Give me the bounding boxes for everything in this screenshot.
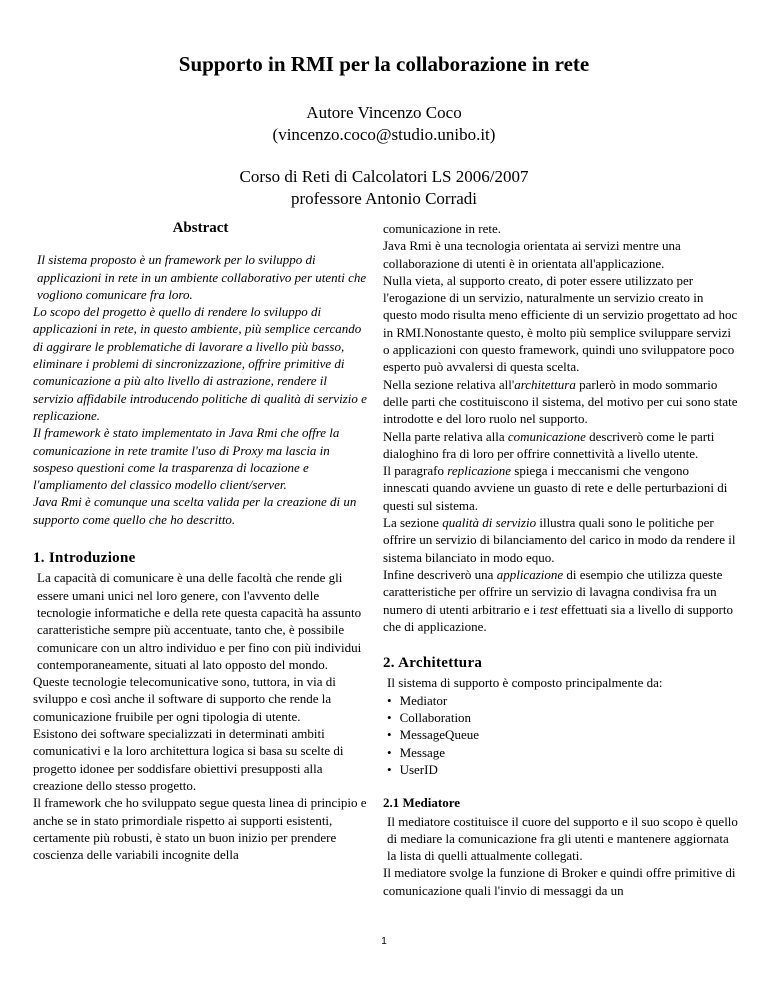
text-span: descriverò come le parti dialoghino fra di loro per offrire connettività a livello utente. — [383, 428, 715, 461]
body-paragraph-comunicazione — [383, 428, 738, 463]
abstract-paragraph: Il framework è stato implementato in Java Rmi che offre la comunicazione in rete tramite l'uso di Proxy ma lascia in sospeso questioni come la trasparenza di locazione e l'ampliamento del classico modello client/server. — [33, 425, 340, 493]
author-email: (vincenzo.coco@studio.unibo.it) — [272, 125, 496, 144]
mediatore-paragraph: Il mediatore costituisce il cuore del supporto e il suo scopo è quello di mediare la comunicazione fra gli utenti e mantenere aggiornata la lista di quelli attualmente collegati. — [387, 813, 738, 864]
abstract-paragraph: Lo scopo del progetto è quello di rendere lo sviluppo di applicazioni in rete, in questo ambiente, più semplice cercando di aggirare le problematiche di lavorare a livello più basso, eliminare i problemi di sincronizzazione, offrire primitive di comunicazione a più alto livello di astrazione, rendere il servizio affidabile introducendo politiche di qualità di servizio e replicazione. — [33, 304, 367, 423]
list-item: • Collaboration — [387, 709, 738, 726]
body-paragraph: Nulla vieta, al supporto creato, di poter essere utilizzato per l'erogazione di un servizio, naturalmente un servizio creato in questo modo risulta meno efficiente di un servizio progettato ad hoc in RMI.Nonostante questo, è molto più semplice sviluppare servizi o applicazioni con questo framework, quindi uno sviluppatore poco esperto può avvalersi di questa scelta. — [383, 272, 738, 375]
intro-paragraph: Queste tecnologie telecomunicative sono, tuttora, in via di sviluppo e così anche il software di supporto che rende la comunicazione fruibile per ogni tipologia di utente. — [33, 674, 336, 724]
text-span: illustra quali sono le politiche per offrire un servizio di bilanciamento del carico in modo da rendere il sistema bilanciato in modo equo. — [383, 515, 736, 565]
body-paragraph-replicazione — [383, 462, 738, 514]
body-paragraph: Java Rmi è una tecnologia orientata ai servizi mentre una collaborazione di utenti è in orientata all'applicazione. — [383, 238, 681, 271]
text-span: spiega i meccanismi che vengono innescati quando avviene un guasto di rete e delle perturbazioni di questi sul sistema. — [383, 463, 728, 513]
left-column — [33, 220, 368, 863]
abstract-body — [33, 251, 368, 528]
right-column — [383, 220, 738, 899]
author-block — [0, 102, 768, 146]
section-heading-architettura: 2. Architettura — [383, 655, 483, 672]
text-span: di esempio che utilizza queste caratteristiche per offrire un servizio di lavagna condivisa fra un numero di utenti arbitrario e i — [383, 566, 723, 617]
text-span: Infine descriverò una — [383, 566, 497, 582]
arch-intro: Il sistema di supporto è composto principalmente da: — [387, 675, 663, 691]
list-item: • Mediator — [387, 692, 738, 709]
text-span: Il paragrafo — [383, 463, 448, 479]
paper-title: Supporto in RMI per la collaborazione in rete — [178, 52, 590, 76]
text-span: Nella sezione relativa all' — [383, 376, 515, 392]
emphasis-text: applicazione — [496, 566, 564, 582]
emphasis-text: replicazione — [447, 463, 512, 479]
emphasis-text: qualità di servizio — [442, 515, 537, 531]
intro-paragraph: Esistono dei software specializzati in determinati ambiti comunicativi e la loro architettura logica si basa su scelte di progetto idonee per soddisfare obiettivi presupposti alla creazione dello stesso progetto. — [33, 726, 344, 793]
text-span: parlerò in modo sommario delle parti che costituiscono il sistema, del motivo per cui sono state introdotte e del loro ruolo nel supporto. — [383, 376, 738, 427]
text-span: Nella parte relativa alla — [383, 428, 508, 444]
list-item: • Message — [387, 744, 738, 761]
body-paragraph: comunicazione in rete. — [383, 221, 502, 236]
course-name: Corso di Reti di Calcolatori LS 2006/2007 — [239, 167, 529, 186]
body-paragraph-architettura — [383, 376, 738, 428]
abstract-heading: Abstract — [172, 220, 229, 236]
emphasis-text: comunicazione — [507, 428, 586, 444]
emphasis-text: test — [539, 601, 558, 617]
page-number: 1 — [381, 936, 387, 947]
intro-paragraph: La capacità di comunicare è una delle facoltà che rende gli essere umani unici nel loro genere, con l'avvento delle tecnologie informatiche e della rete questa capacità ha assunto caratteristiche sempre più accentuate, tanto che, è possibile comunicare con un altro individuo e per fino con più individui contemporaneamente, situati al lato opposto del mondo. — [37, 570, 362, 672]
section-heading-introduzione: 1. Introduzione — [33, 550, 136, 567]
emphasis-text: architettura — [514, 376, 576, 392]
list-item: • MessageQueue — [387, 726, 738, 743]
body-paragraph-applicazione — [383, 566, 738, 635]
abstract-paragraph: Java Rmi è comunque una scelta valida per la creazione di un supporto come quello che ho descritto. — [33, 494, 357, 527]
list-item: • UserID — [387, 761, 738, 778]
component-list — [383, 692, 738, 778]
body-paragraph-qos — [383, 514, 738, 566]
course-block — [0, 166, 768, 210]
text-span: La sezione — [383, 515, 443, 531]
intro-paragraph: Il framework che ho sviluppato segue questa linea di principio e anche se in stato primordiale rispetto ai supporti esistenti, certamente più robusti, è stato un buon inizio per prendere coscienza delle variabili incognite della — [33, 795, 367, 863]
professor-name: professore Antonio Corradi — [290, 189, 478, 208]
text-span: effettuati sia a livello di supporto che di applicazione. — [383, 601, 733, 634]
mediatore-paragraph: Il mediatore svolge la funzione di Broker e quindi offre primitive di comunicazione quali l'invio di messaggi da un — [383, 865, 736, 898]
abstract-paragraph: Il sistema proposto è un framework per lo sviluppo di applicazioni in rete in un ambiente collaborativo per utenti che vogliono comunicare fra loro. — [37, 252, 367, 302]
author-name: Autore Vincenzo Coco — [306, 103, 462, 122]
subsection-heading-mediatore: 2.1 Mediatore — [383, 795, 461, 811]
